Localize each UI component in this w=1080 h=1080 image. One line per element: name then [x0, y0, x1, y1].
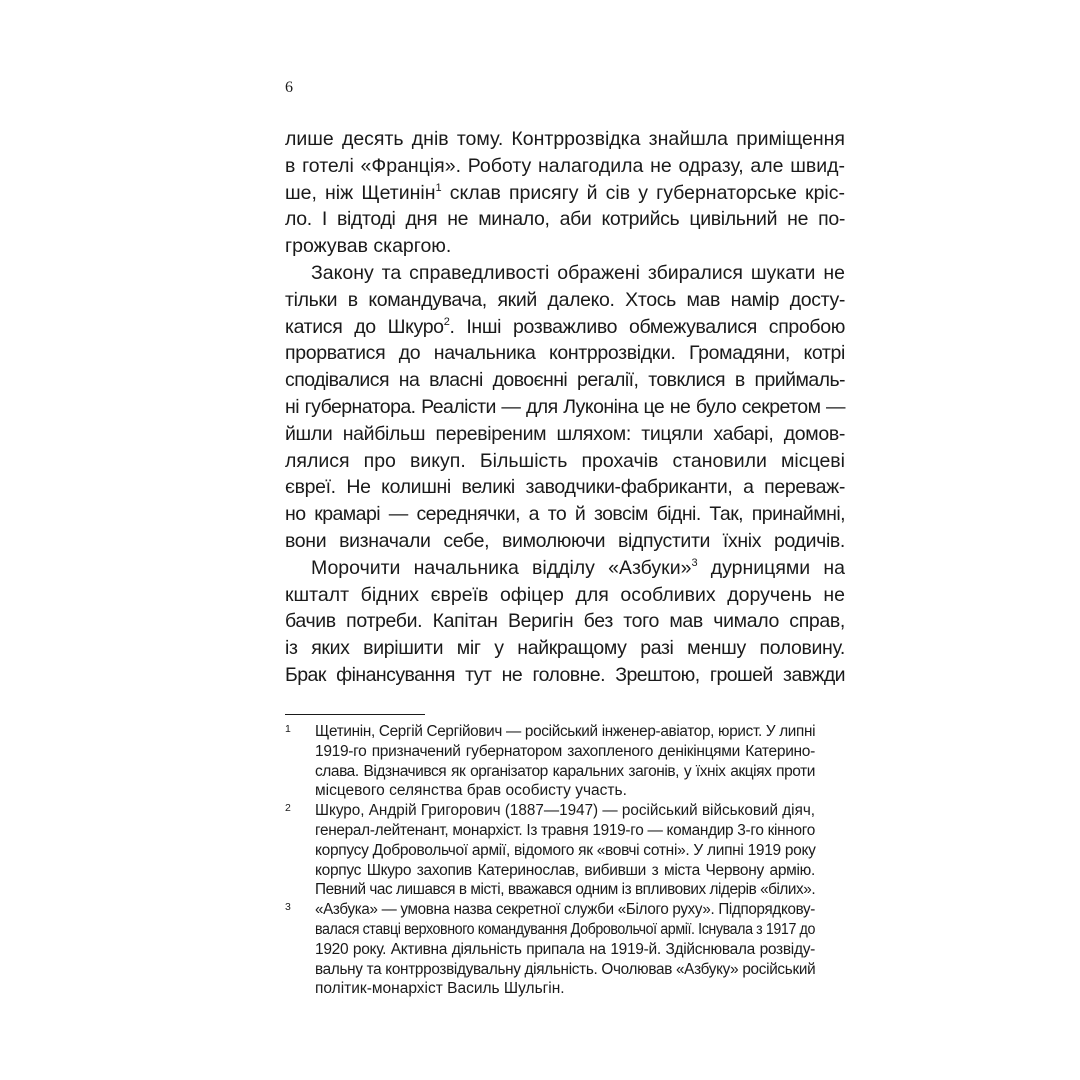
footnote-number: 2	[285, 802, 291, 815]
paragraph	[285, 126, 845, 260]
footnote-line: корпус Шкуро захопив Катеринослав, вибивши з міста Червону армію.	[315, 861, 815, 879]
text-line: із яких вирішити міг у найкращому разі меншу половину.	[285, 637, 845, 660]
text-line: лялися про викуп. Більшість прохачів становили місцеві	[285, 449, 845, 472]
footnote	[285, 722, 815, 801]
text-line: кшталт бідних євреїв офіцер для особливих доручень не	[285, 583, 845, 606]
footnote-line: корпусу Добровольчої армії, відомого як «вовчі сотні». У липні 1919 року	[315, 841, 816, 859]
footnote-ref: 3	[691, 556, 698, 569]
text-fragment: Морочити начальника відділу «Азбуки»	[311, 556, 692, 579]
footnote-number: 1	[285, 723, 291, 735]
text-line: но крамарі — середнячки, а то й зовсім бідні. Так, принаймні,	[285, 503, 845, 526]
paragraph	[285, 555, 845, 689]
footnote-line: Щетинін, Сергій Сергійович — російський інженер-авіатор, юрист. У липні	[315, 723, 816, 740]
text-line	[285, 180, 845, 207]
text-fragment: . Інші розважливо обмежувалися спробою	[449, 315, 845, 338]
main-text	[285, 126, 845, 689]
footnote-line: політик-монархіст Василь Шульгін.	[315, 980, 565, 998]
text-fragment: склав присягу й сів у губернаторське кріс-	[449, 181, 845, 204]
footnote-line: «Азбука» — умовна назва секретної служби «Білого руху». Підпорядкову-	[315, 901, 816, 919]
footnote-ref: 2	[443, 315, 450, 328]
text-line	[285, 314, 845, 341]
footnote-number: 3	[285, 901, 291, 914]
footnote-line: 1919-го призначений губернатором захопленого денікінцями Катерино-	[315, 742, 815, 760]
footnote-line: Певний час лишався в місті, вважався одним із впливових лідерів «білих».	[315, 881, 816, 899]
text-line: ні губернатора. Реалісти — для Луконіна це не було секретом —	[285, 395, 845, 418]
text-line: Закону та справедливості ображені збиралися шукати не	[311, 261, 845, 284]
text-line: Брак фінансування тут не головне. Зрештою, грошей завжди	[285, 663, 845, 686]
text-line: в готелі «Франція». Роботу налагодила не одразу, але швид-	[285, 154, 845, 177]
text-fragment: ше, ніж Щетинін	[285, 181, 436, 204]
text-line: вони визначали себе, вимолюючи відпустити їхніх родичів.	[285, 529, 845, 552]
text-line: сподівалися на власні довоєнні регалії, товклися в приймаль-	[285, 369, 845, 392]
footnote-line: слава. Відзначився як організатор каральних загонів, у їхніх акціях проти	[315, 762, 815, 780]
text-line: прорватися до начальника контррозвідки. Громадяни, котрі	[285, 342, 845, 365]
text-fragment: катися до Шкуро	[285, 315, 444, 338]
text-line: тільки в командувача, який далеко. Хтось мав намір досту-	[285, 288, 845, 311]
text-line: йшли найбільш перевіреним шляхом: тицяли хабарі, домов-	[285, 422, 845, 445]
footnote-line: 1920 року. Активна діяльність припала на 1919-й. Здійснювала розвіду-	[315, 940, 815, 958]
text-line	[285, 555, 845, 582]
text-line: грожував скаргою.	[285, 235, 452, 258]
footnote-divider	[285, 714, 425, 715]
page-number: 6	[285, 79, 293, 96]
footnote-line: місцевого селянства брав особисту участь.	[315, 782, 627, 800]
text-line: бачив потреби. Капітан Веригін без того мав чимало справ,	[285, 610, 845, 633]
footnote-ref: 1	[435, 181, 442, 194]
footnote-line: генерал-лейтенант, монархіст. Із травня 1919-го — командир 3-го кінного	[315, 821, 816, 839]
footnote-line: Шкуро, Андрій Григорович (1887—1947) — російський військовий діяч,	[315, 802, 816, 820]
footnote-line: валася ставці верховного командування Добровольчої армії. Існувала з 1917 до	[315, 920, 815, 938]
paragraph	[285, 260, 845, 555]
footnote	[285, 801, 815, 900]
text-line: лише десять днів тому. Контррозвідка знайшла приміщення	[285, 128, 845, 150]
text-line: ло. І відтоді дня не минало, аби котрийсь цивільний не по-	[285, 208, 845, 231]
footnote-line: вальну та контррозвідувальну діяльність. Очолював «Азбуку» російський	[315, 960, 816, 978]
footnote	[285, 900, 815, 999]
text-fragment: дурницями на	[697, 556, 845, 579]
footnotes	[285, 722, 815, 999]
text-line: євреї. Не колишні великі заводчики-фабриканти, а переваж-	[285, 476, 845, 499]
